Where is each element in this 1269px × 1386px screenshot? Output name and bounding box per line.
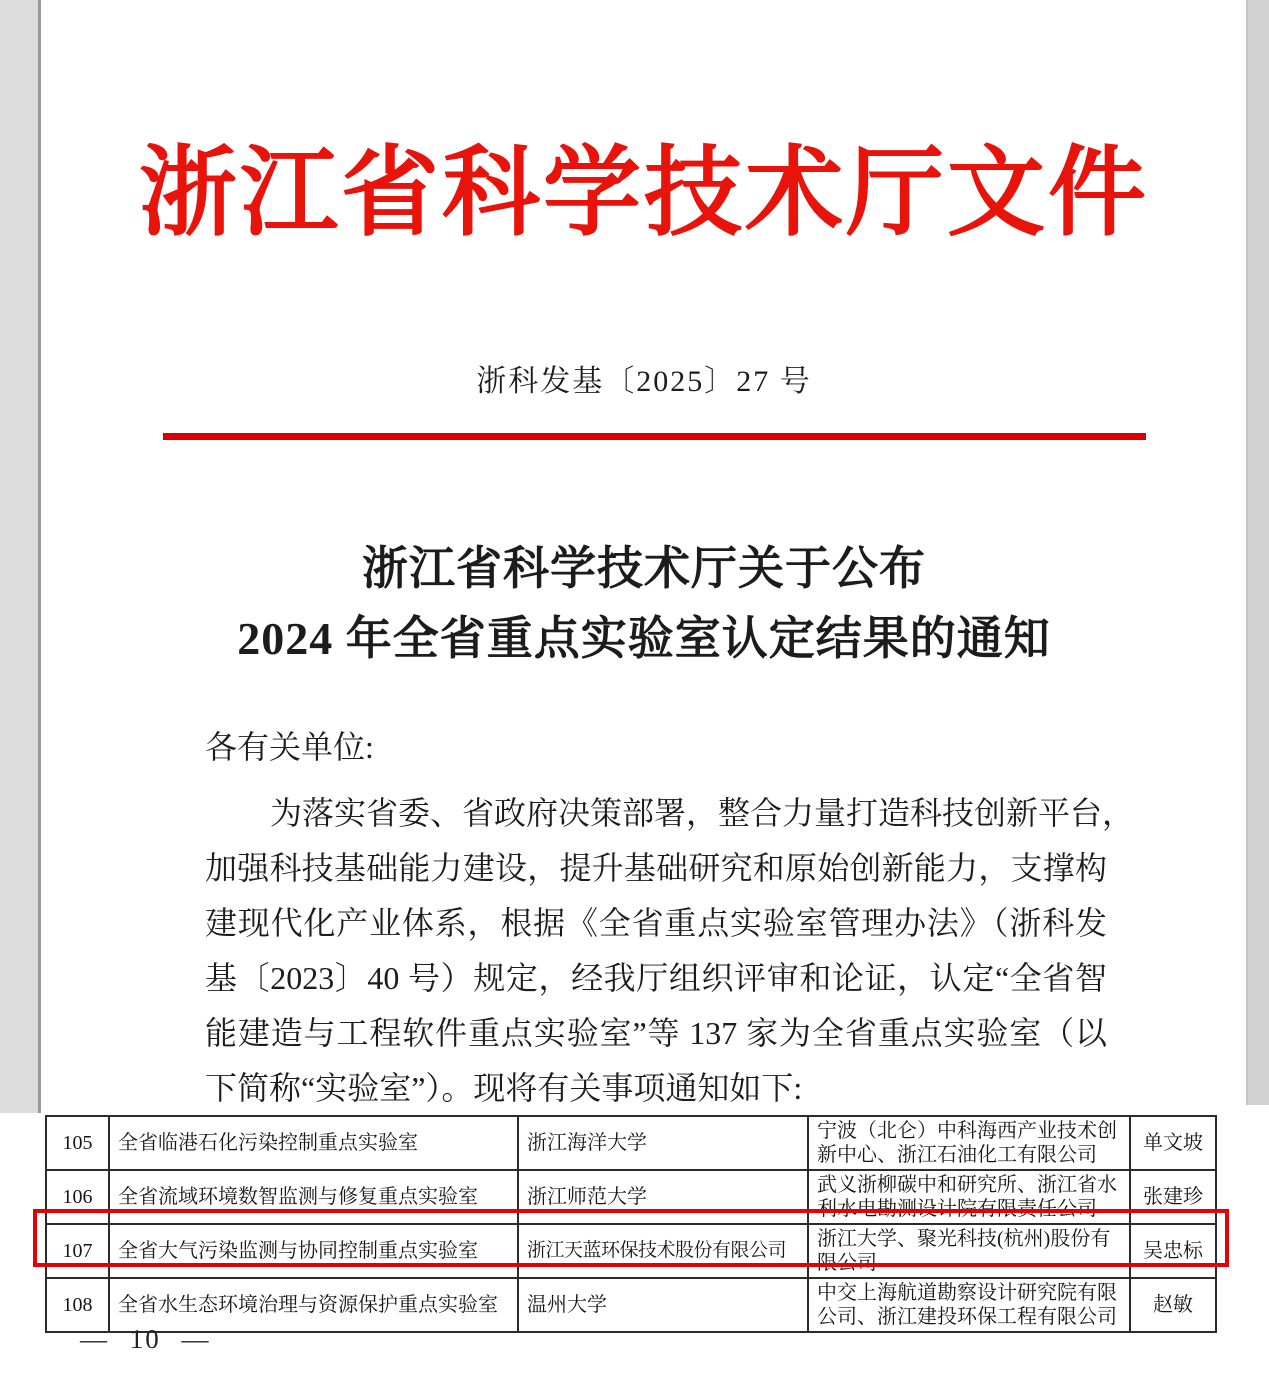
lab-name-cell: 全省流域环境数智监测与修复重点实验室 xyxy=(109,1170,518,1224)
body-line: 为落实省委、省政府决策部署，整合力量打造科技创新平台， xyxy=(270,795,1135,831)
page-left-margin xyxy=(0,0,41,1113)
notice-title-line1: 浙江省科学技术厅关于公布 xyxy=(362,543,926,594)
director-cell: 赵敏 xyxy=(1130,1278,1216,1332)
partners-cell: 中交上海航道勘察设计研究院有限公司、浙江建投环保工程有限公司 xyxy=(808,1278,1130,1332)
row-number-cell: 107 xyxy=(46,1224,109,1278)
row-number-cell: 105 xyxy=(46,1116,109,1170)
table-row xyxy=(46,1278,1216,1332)
institution-cell: 浙江海洋大学 xyxy=(518,1116,808,1170)
page-number: — 10 — xyxy=(80,1324,211,1354)
lab-name-cell: 全省水生态环境治理与资源保护重点实验室 xyxy=(109,1278,518,1332)
body-line: 建现代化产业体系，根据《全省重点实验室管理办法》（浙科发 xyxy=(205,905,1107,941)
body-line: 加强科技基础能力建设，提升基础研究和原始创新能力，支撑构 xyxy=(205,850,1107,886)
lab-results-table-section xyxy=(0,1113,1269,1386)
body-line: 下简称“实验室”）。现将有关事项通知如下: xyxy=(205,1070,803,1106)
table-row-highlighted xyxy=(46,1224,1216,1278)
body-paragraph xyxy=(205,786,1135,1116)
body-line: 基〔2023〕40 号）规定，经我厅组织评审和论证，认定“全省智 xyxy=(205,960,1107,996)
row-number-cell: 108 xyxy=(46,1278,109,1332)
row-number-cell: 106 xyxy=(46,1170,109,1224)
institution-cell: 温州大学 xyxy=(518,1278,808,1332)
body-line: 能建造与工程软件重点实验室”等 137 家为全省重点实验室（以 xyxy=(205,1015,1107,1051)
letterhead-red-rule xyxy=(163,433,1146,440)
document-number: 浙科发基〔2025〕27 号 xyxy=(476,365,812,398)
director-cell: 单文坡 xyxy=(1130,1116,1216,1170)
notice-title-line2: 2024 年全省重点实验室认定结果的通知 xyxy=(237,613,1051,664)
page-right-margin xyxy=(1246,0,1269,1105)
director-cell: 吴忠标 xyxy=(1130,1224,1216,1278)
institution-cell: 浙江天蓝环保技术股份有限公司 xyxy=(518,1224,808,1278)
agency-letterhead-title: 浙江省科学技术厅文件 xyxy=(138,140,1149,248)
table-row xyxy=(46,1170,1216,1224)
salutation: 各有关单位: xyxy=(205,729,374,765)
lab-name-cell: 全省大气污染监测与协同控制重点实验室 xyxy=(109,1224,518,1278)
partners-cell: 浙江大学、聚光科技(杭州)股份有限公司 xyxy=(808,1224,1130,1278)
lab-name-cell: 全省临港石化污染控制重点实验室 xyxy=(109,1116,518,1170)
lab-results-table xyxy=(45,1115,1217,1333)
institution-cell: 浙江师范大学 xyxy=(518,1170,808,1224)
partners-cell: 宁波（北仑）中科海西产业技术创新中心、浙江石油化工有限公司 xyxy=(808,1116,1130,1170)
partners-cell: 武义浙柳碳中和研究所、浙江省水利水电勘测设计院有限责任公司 xyxy=(808,1170,1130,1224)
director-cell: 张建珍 xyxy=(1130,1170,1216,1224)
table-row xyxy=(46,1116,1216,1170)
